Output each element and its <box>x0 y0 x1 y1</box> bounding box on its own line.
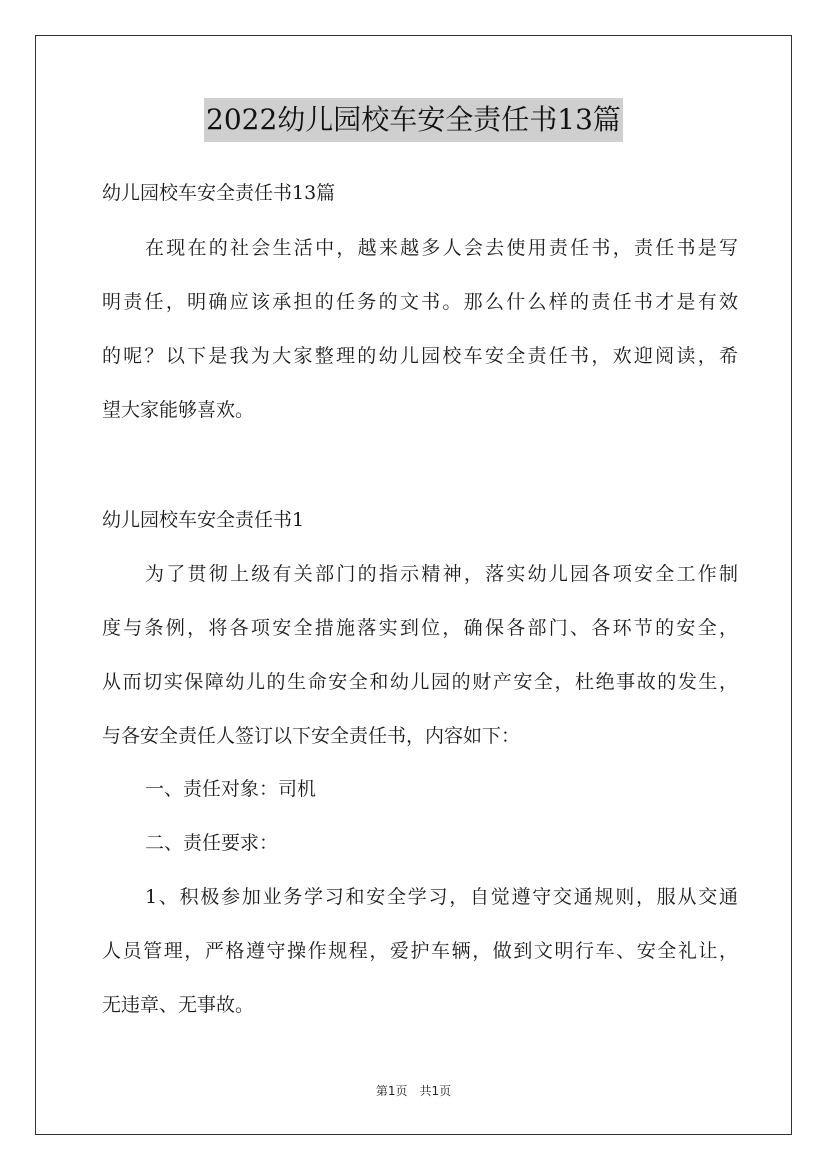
list-item-responsible-party: 一、责任对象：司机 <box>145 778 317 800</box>
requirement-1-line-3: 无违章、无事故。 <box>102 994 255 1016</box>
section-para-line-4: 与各安全责任人签订以下安全责任书，内容如下： <box>102 725 521 747</box>
requirement-1-line-1: 1、积极参加业务学习和安全学习，自觉遵守交通规则，服从交通 <box>145 886 738 908</box>
requirement-1-line-2: 人员管理，严格遵守操作规程，爱护车辆，做到文明行车、安全礼让， <box>102 940 738 962</box>
intro-line-1: 在现在的社会生活中，越来越多人会去使用责任书，责任书是写 <box>145 237 738 259</box>
document-title: 2022幼儿园校车安全责任书13篇 <box>204 98 623 142</box>
title-container <box>0 98 827 142</box>
intro-line-3: 的呢？以下是我为大家整理的幼儿园校车安全责任书，欢迎阅读，希 <box>102 345 738 367</box>
section-heading: 幼儿园校车安全责任书1 <box>102 509 305 531</box>
document-subtitle: 幼儿园校车安全责任书13篇 <box>102 182 336 204</box>
section-para-line-3: 从而切实保障幼儿的生命安全和幼儿园的财产安全，杜绝事故的发生， <box>102 671 738 693</box>
section-para-line-1: 为了贯彻上级有关部门的指示精神，落实幼儿园各项安全工作制 <box>145 563 738 585</box>
list-item-requirements: 二、责任要求： <box>145 832 279 854</box>
section-para-line-2: 度与条例，将各项安全措施落实到位，确保各部门、各环节的安全， <box>102 617 738 639</box>
intro-line-2: 明责任，明确应该承担的任务的文书。那么什么样的责任书才是有效 <box>102 291 738 313</box>
page-number: 第1页 共1页 <box>375 1084 452 1098</box>
intro-line-4: 望大家能够喜欢。 <box>102 399 255 421</box>
